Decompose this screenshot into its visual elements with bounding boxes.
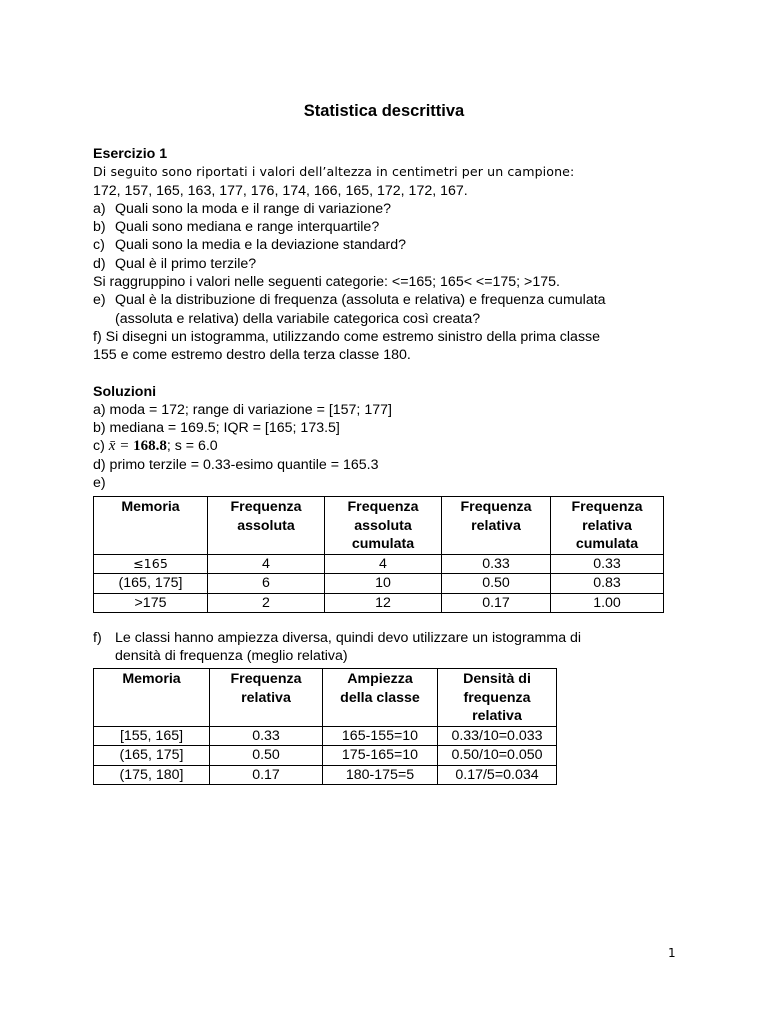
solution-d: d) primo terzile = 0.33-esimo quantile = 165.3 (93, 456, 379, 473)
table-row (94, 765, 557, 785)
header-freq-relativa-cumulata: Frequenza relativa cumulata (551, 497, 664, 555)
question-a (93, 200, 693, 218)
table-cell: 175-165=10 (323, 746, 438, 766)
table-cell: (165, 175] (94, 574, 208, 594)
question-label: d) (93, 255, 106, 272)
mean-value: 168.8 (133, 438, 167, 455)
table-row (94, 593, 664, 613)
page-number: 1 (668, 946, 676, 960)
question-f-continued: 155 e come estremo destro della terza classe 180. (93, 347, 411, 364)
table-cell: 6 (208, 574, 325, 594)
table-cell: 0.33/10=0.033 (438, 726, 557, 746)
solution-f-line1 (93, 629, 581, 647)
table-cell: 0.33 (442, 554, 551, 574)
question-label: a) (93, 200, 106, 217)
table-cell: 0.50/10=0.050 (438, 746, 557, 766)
table-cell: [155, 165] (94, 726, 210, 746)
grouping-instruction: Si raggruppino i valori nelle seguenti categorie: <=165; 165< <=175; >175. (93, 274, 560, 291)
table-cell: 12 (325, 593, 442, 613)
table-header-row (94, 669, 557, 727)
solution-f-label: f) (93, 630, 102, 646)
question-label: b) (93, 219, 106, 236)
table-cell: (165, 175] (94, 746, 210, 766)
table-cell: 0.50 (442, 574, 551, 594)
frequency-table (93, 496, 664, 613)
question-d (93, 255, 693, 273)
std-dev: ; s = 6.0 (166, 438, 218, 455)
table-cell: 0.33 (210, 726, 323, 746)
table-cell: >175 (94, 593, 208, 613)
table-row (94, 554, 664, 574)
solution-c (93, 437, 693, 455)
exercise-intro: Di seguito sono riportati i valori dell’altezza in centimetri per un campione: (93, 164, 575, 180)
table-cell: ≤165 (94, 554, 208, 574)
header-memoria: Memoria (94, 669, 210, 727)
sample-values: 172, 157, 165, 163, 177, 176, 174, 166, 165, 172, 172, 167. (93, 182, 468, 199)
table-cell: 4 (208, 554, 325, 574)
table-row (94, 746, 557, 766)
exercise-heading: Esercizio 1 (93, 146, 168, 162)
mean-symbol: x̄ (108, 438, 116, 455)
table-cell: 10 (325, 574, 442, 594)
solution-f-text: Le classi hanno ampiezza diversa, quindi devo utilizzare un istogramma di (115, 630, 582, 646)
table-cell: 165-155=10 (323, 726, 438, 746)
table-cell: 0.17/5=0.034 (438, 765, 557, 785)
table-row (94, 726, 557, 746)
solution-e-label: e) (93, 475, 106, 492)
table-cell: (175, 180] (94, 765, 210, 785)
page-title: Statistica descrittiva (303, 102, 465, 120)
table-row (94, 574, 664, 594)
table-cell: 4 (325, 554, 442, 574)
solution-a: a) moda = 172; range di variazione = [157; 177] (93, 401, 392, 418)
question-text: Quali sono la media e la deviazione standard? (115, 237, 407, 254)
table-cell: 0.17 (210, 765, 323, 785)
table-cell: 2 (208, 593, 325, 613)
header-memoria: Memoria (94, 497, 208, 555)
question-f: f) Si disegni un istogramma, utilizzando come estremo sinistro della prima classe (93, 328, 601, 345)
header-freq-relativa: Frequenza relativa (210, 669, 323, 727)
table-cell: 0.50 (210, 746, 323, 766)
table-cell: 180-175=5 (323, 765, 438, 785)
question-label: e) (93, 292, 106, 309)
header-freq-assoluta-cumulata: Frequenza assoluta cumulata (325, 497, 442, 555)
solutions-heading: Soluzioni (93, 383, 157, 400)
header-densita: Densità di frequenza relativa (438, 669, 557, 727)
table-header-row (94, 497, 664, 555)
solution-f-line2: densità di frequenza (meglio relativa) (115, 648, 348, 665)
equals-sign: = (115, 438, 134, 455)
exercise-content (93, 145, 693, 492)
table-cell: 0.83 (551, 574, 664, 594)
solution-b: b) mediana = 169.5; IQR = [165; 173.5] (93, 420, 340, 437)
question-e-continued: (assoluta e relativa) della variabile categorica così creata? (115, 310, 481, 327)
question-label: c) (93, 237, 105, 254)
table-cell: 0.33 (551, 554, 664, 574)
solution-c-prefix: c) (93, 438, 109, 455)
question-e (93, 291, 693, 309)
question-text: Quali sono mediana e range interquartile? (115, 219, 380, 236)
question-b (93, 218, 693, 236)
question-c (93, 236, 693, 254)
question-text: Qual è la distribuzione di frequenza (assoluta e relativa) e frequenza cumulata (115, 292, 606, 309)
header-freq-assoluta: Frequenza assoluta (208, 497, 325, 555)
header-ampiezza: Ampiezza della classe (323, 669, 438, 727)
solution-f (93, 629, 581, 666)
question-text: Quali sono la moda e il range di variazione? (115, 200, 392, 217)
table-cell: 1.00 (551, 593, 664, 613)
question-text: Qual è il primo terzile? (115, 255, 257, 272)
density-table (93, 668, 557, 785)
header-freq-relativa: Frequenza relativa (442, 497, 551, 555)
table-cell: 0.17 (442, 593, 551, 613)
